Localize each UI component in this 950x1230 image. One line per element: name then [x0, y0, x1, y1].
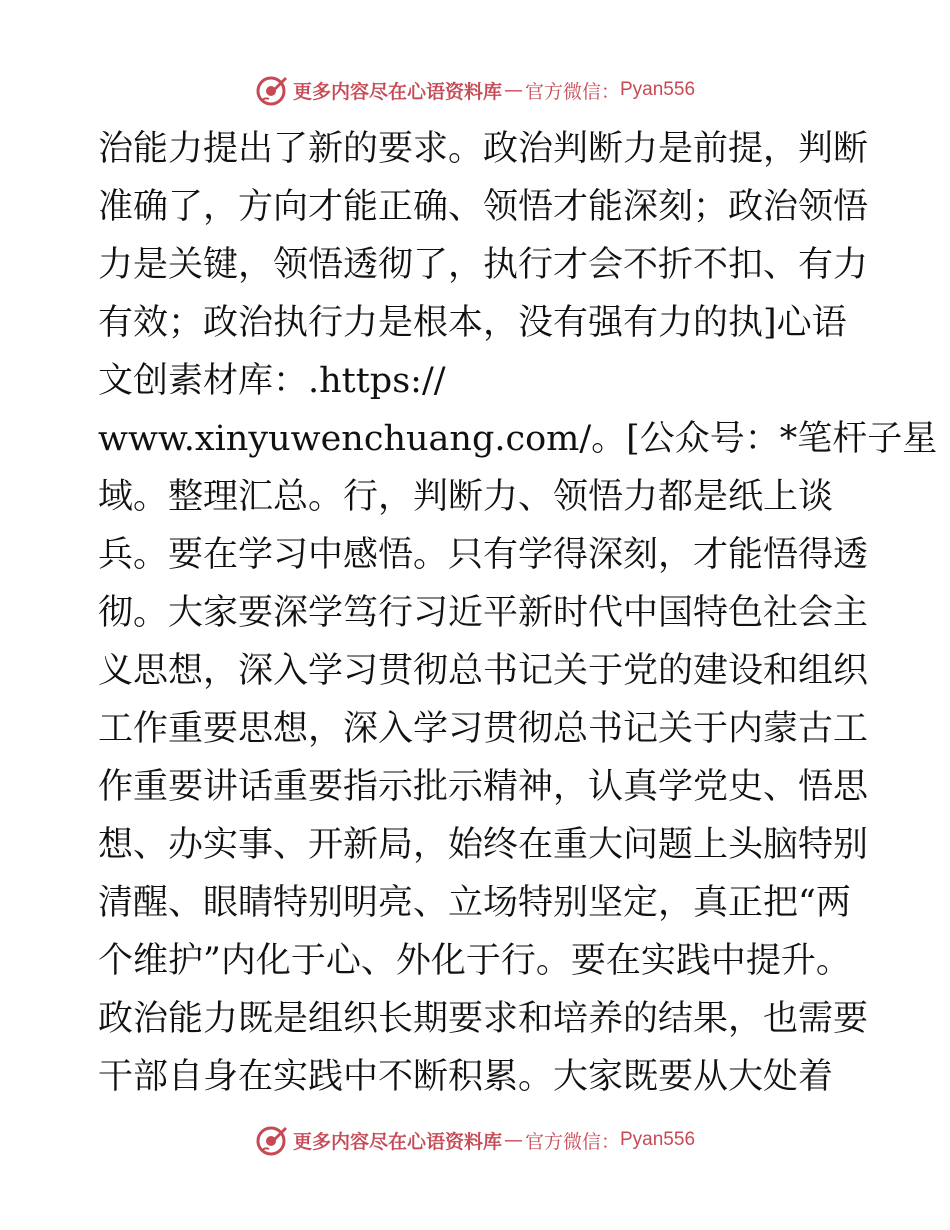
- body-line: 兵。要在学习中感悟。只有学得深刻，才能悟得透: [98, 535, 869, 575]
- footer-watermark: [0, 1120, 950, 1160]
- body-line: 治能力提出了新的要求。政治判断力是前提，判断: [98, 129, 869, 169]
- footer-wechat-label: 官方微信：: [524, 1130, 620, 1153]
- body-line: 清醒、眼睛特别明亮、立场特别坚定，真正把“两: [98, 883, 851, 923]
- document-body: [98, 120, 938, 1106]
- footer-promo-text: 更多内容尽在心语资料库: [292, 1130, 502, 1153]
- body-line: 准确了，方向才能正确、领悟才能深刻；政治领悟: [98, 187, 869, 227]
- body-line: 有效；政治执行力是根本，没有强有力的执]心语: [98, 303, 847, 343]
- body-line: 作重要讲话重要指示批示精神，认真学党史、悟思: [98, 767, 869, 807]
- body-line: 域。整理汇总。行，判断力、领悟力都是纸上谈: [98, 477, 834, 517]
- body-line: www.xinyuwenchuang.com/。[公众号：*笔杆子星: [98, 419, 938, 459]
- body-line: 文创素材库：.https://: [98, 361, 446, 401]
- body-line: 政治能力既是组织长期要求和培养的结果，也需要: [98, 999, 869, 1039]
- header-watermark: [0, 70, 950, 110]
- pen-logo-icon: [255, 73, 289, 107]
- body-line: 义思想，深入学习贯彻总书记关于党的建设和组织: [98, 651, 869, 691]
- body-line: 干部自身在实践中不断积累。大家既要从大处着: [98, 1057, 834, 1097]
- header-separator: —: [503, 79, 523, 101]
- body-line: 想、办实事、开新局，始终在重大问题上头脑特别: [98, 825, 869, 865]
- body-line: 力是关键，领悟透彻了，执行才会不折不扣、有力: [98, 245, 869, 285]
- header-promo-text: 更多内容尽在心语资料库: [292, 80, 502, 103]
- body-line: 工作重要思想，深入学习贯彻总书记关于内蒙古工: [98, 709, 869, 749]
- footer-wechat-id: Pyan556: [620, 1129, 696, 1150]
- body-line: 个维护”内化于心、外化于行。要在实践中提升。: [98, 941, 851, 981]
- body-line: 彻。大家要深学笃行习近平新时代中国特色社会主: [98, 593, 869, 633]
- header-wechat-id: Pyan556: [620, 79, 696, 100]
- footer-separator: —: [503, 1129, 523, 1151]
- pen-logo-icon: [255, 1123, 289, 1157]
- header-wechat-label: 官方微信：: [524, 80, 620, 103]
